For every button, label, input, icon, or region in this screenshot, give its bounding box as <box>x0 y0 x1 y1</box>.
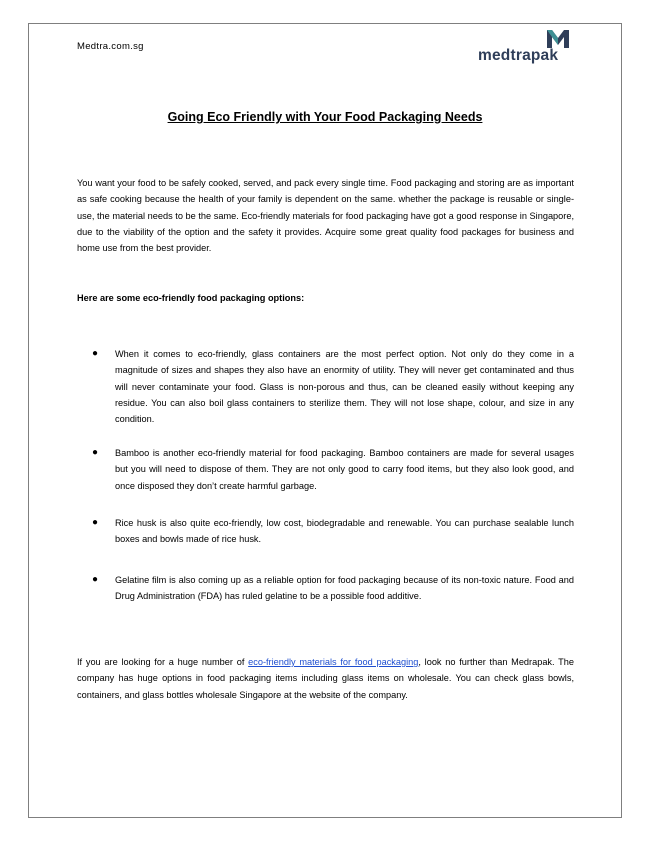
closing-paragraph <box>77 654 574 703</box>
medtrapak-logo[interactable] <box>478 28 578 68</box>
intro-paragraph: You want your food to be safely cooked, served, and pack every single time. Food packaging and storing are as important as safe cooking because the health of your family is dependent on the same. whether the package is reusable or single-use, the material needs to be the same. Eco-friendly materials for food packaging have got a good response in Singapore, due to the viability of the option and the safety it provides. Acquire some great quality food packages for business and home use from the best provider. <box>77 178 574 254</box>
list-item-text: Bamboo is another eco-friendly material for food packaging. Bamboo containers are made for several usages but you will need to dispose of them. They are not only good to carry food items, but they also look good, and once disposed they don’t create harmful garbage. <box>115 448 574 491</box>
options-heading: Here are some eco-friendly food packaging options: <box>77 293 305 303</box>
bullet-icon: ● <box>92 574 99 585</box>
list-item-text: Rice husk is also quite eco-friendly, low cost, biodegradable and renewable. You can purchase sealable lunch boxes and bowls made of rice husk. <box>115 518 574 545</box>
list-item <box>92 515 574 548</box>
bullet-icon: ● <box>92 348 99 359</box>
document-title: Going Eco Friendly with Your Food Packaging Needs <box>167 110 483 124</box>
eco-friendly-materials-link[interactable]: eco-friendly materials for food packaging <box>248 657 419 667</box>
bullet-icon: ● <box>92 447 99 458</box>
closing-text-before-link: If you are looking for a huge number of <box>77 657 249 667</box>
logo-text: medtrapak <box>478 47 559 64</box>
list-item-text: Gelatine film is also coming up as a reliable option for food packaging because of its non-toxic nature. Food and Drug Administration (FDA) has ruled gelatine to be a possible food additive. <box>115 575 574 602</box>
list-item <box>92 572 574 605</box>
list-item <box>92 346 574 427</box>
list-item <box>92 445 574 494</box>
bullet-icon: ● <box>92 517 99 528</box>
list-item-text: When it comes to eco-friendly, glass containers are the most perfect option. Not only do they come in a magnitude of sizes and shapes they also have an enormity of utility. They will never get contaminated and thus will never contaminate your food. Glass is non-porous and thus, can be cleaned easily without keeping any residue. You can also boil glass containers to sterilize them. They will not lose shape, colour, and size in any condition. <box>115 349 574 425</box>
site-url: Medtra.com.sg <box>77 41 144 52</box>
closing-text-after-link: , look no further than Medrapak. The company has huge options in food packaging items including glass items on wholesale. You can check glass bowls, containers, and glass bottles wholesale Singapore at the website of the company. <box>77 657 574 700</box>
